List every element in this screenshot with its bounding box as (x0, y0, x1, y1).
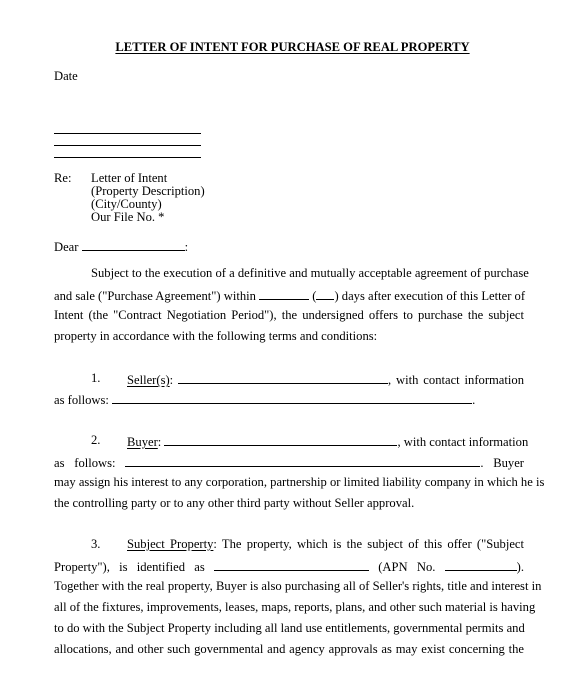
item-2-heading: Buyer: (127, 435, 162, 449)
buyer-name-blank[interactable] (164, 433, 397, 446)
salutation (54, 238, 188, 255)
apn-number-blank[interactable] (445, 558, 517, 571)
item-2-buyer-word: . Buyer (480, 456, 525, 470)
seller-name-blank[interactable] (178, 371, 388, 384)
item-1-line-2 (54, 391, 475, 408)
address-line-2[interactable] (54, 145, 201, 146)
item-3-after: : The property, which is the subject of this offer ("Subject (213, 537, 525, 551)
item-1-period: . (472, 393, 476, 407)
intro-line-2-text: and sale ("Purchase Agreement") within (54, 289, 256, 303)
item-3-line-4: all of the fixtures, improvements, leases, maps, reports, plans, and other such material is having (54, 600, 536, 614)
item-3-line-3: Together with the real property, Buyer is also purchasing all of Seller's rights, title and interest in (54, 579, 542, 593)
days-number-blank[interactable] (316, 287, 334, 300)
date-label: Date (54, 69, 78, 83)
intro-line-1: Subject to the execution of a definitive and mutually acceptable agreement of purchase (91, 266, 529, 280)
intro-line-4: property in accordance with the following terms and conditions: (54, 329, 378, 343)
re-label: Re: (54, 171, 72, 185)
item-3-apn-label: (APN No. (378, 560, 436, 574)
address-line-3[interactable] (54, 157, 201, 158)
intro-line-2-tail: ) days after execution of this Letter of (334, 289, 526, 303)
item-2-line-4: the controlling party or to any other third party without Seller approval. (54, 496, 415, 510)
re-line-3: (City/County) (91, 197, 162, 211)
item-2-line-2 (54, 454, 524, 471)
re-line-2: (Property Description) (91, 184, 205, 198)
open-paren: ( (312, 289, 317, 303)
item-2-after: , with contact information (397, 435, 529, 449)
days-words-blank[interactable] (259, 287, 309, 300)
item-1-after: , with contact information (388, 373, 524, 387)
item-3-close: ). (516, 560, 524, 574)
item-3-heading: Subject Property (127, 537, 214, 551)
dear-name-blank[interactable] (82, 238, 185, 251)
document-title: LETTER OF INTENT FOR PURCHASE OF REAL PROPERTY (115, 40, 470, 54)
address-line-1[interactable] (54, 133, 201, 134)
item-1-line-1 (127, 371, 524, 388)
item-1-number: 1. (91, 371, 101, 385)
dear-colon: : (184, 240, 189, 254)
dear-label: Dear (54, 240, 79, 254)
item-1-as-follows: as follows: (54, 393, 109, 407)
item-3-number: 3. (91, 537, 101, 551)
item-3-line-1 (127, 537, 524, 554)
intro-line-2 (54, 287, 524, 304)
item-3-line-6: allocations, and other such governmental and agency approvals as may exist concerning the (54, 642, 524, 656)
intro-line-3: Intent (the "Contract Negotiation Period"), the undersigned offers to purchase the subject (54, 308, 524, 322)
item-2-line-3: may assign his interest to any corporation, partnership or limited liability company in which he is (54, 475, 545, 489)
item-3-line-2 (54, 558, 524, 575)
item-3-line-5: to do with the Subject Property including all land use entitlements, governmental permits and (54, 621, 525, 635)
re-line-4: Our File No. * (91, 210, 165, 224)
item-2-line-1 (127, 433, 529, 450)
item-2-as-follows: as follows: (54, 456, 116, 470)
item-3-identified-as: Property"), is identified as (54, 560, 205, 574)
re-line-1: Letter of Intent (91, 171, 168, 185)
seller-contact-blank[interactable] (112, 391, 472, 404)
item-2-number: 2. (91, 433, 101, 447)
property-identity-blank[interactable] (214, 558, 369, 571)
item-1-heading: Seller(s): (127, 373, 174, 387)
buyer-contact-blank[interactable] (125, 454, 480, 467)
